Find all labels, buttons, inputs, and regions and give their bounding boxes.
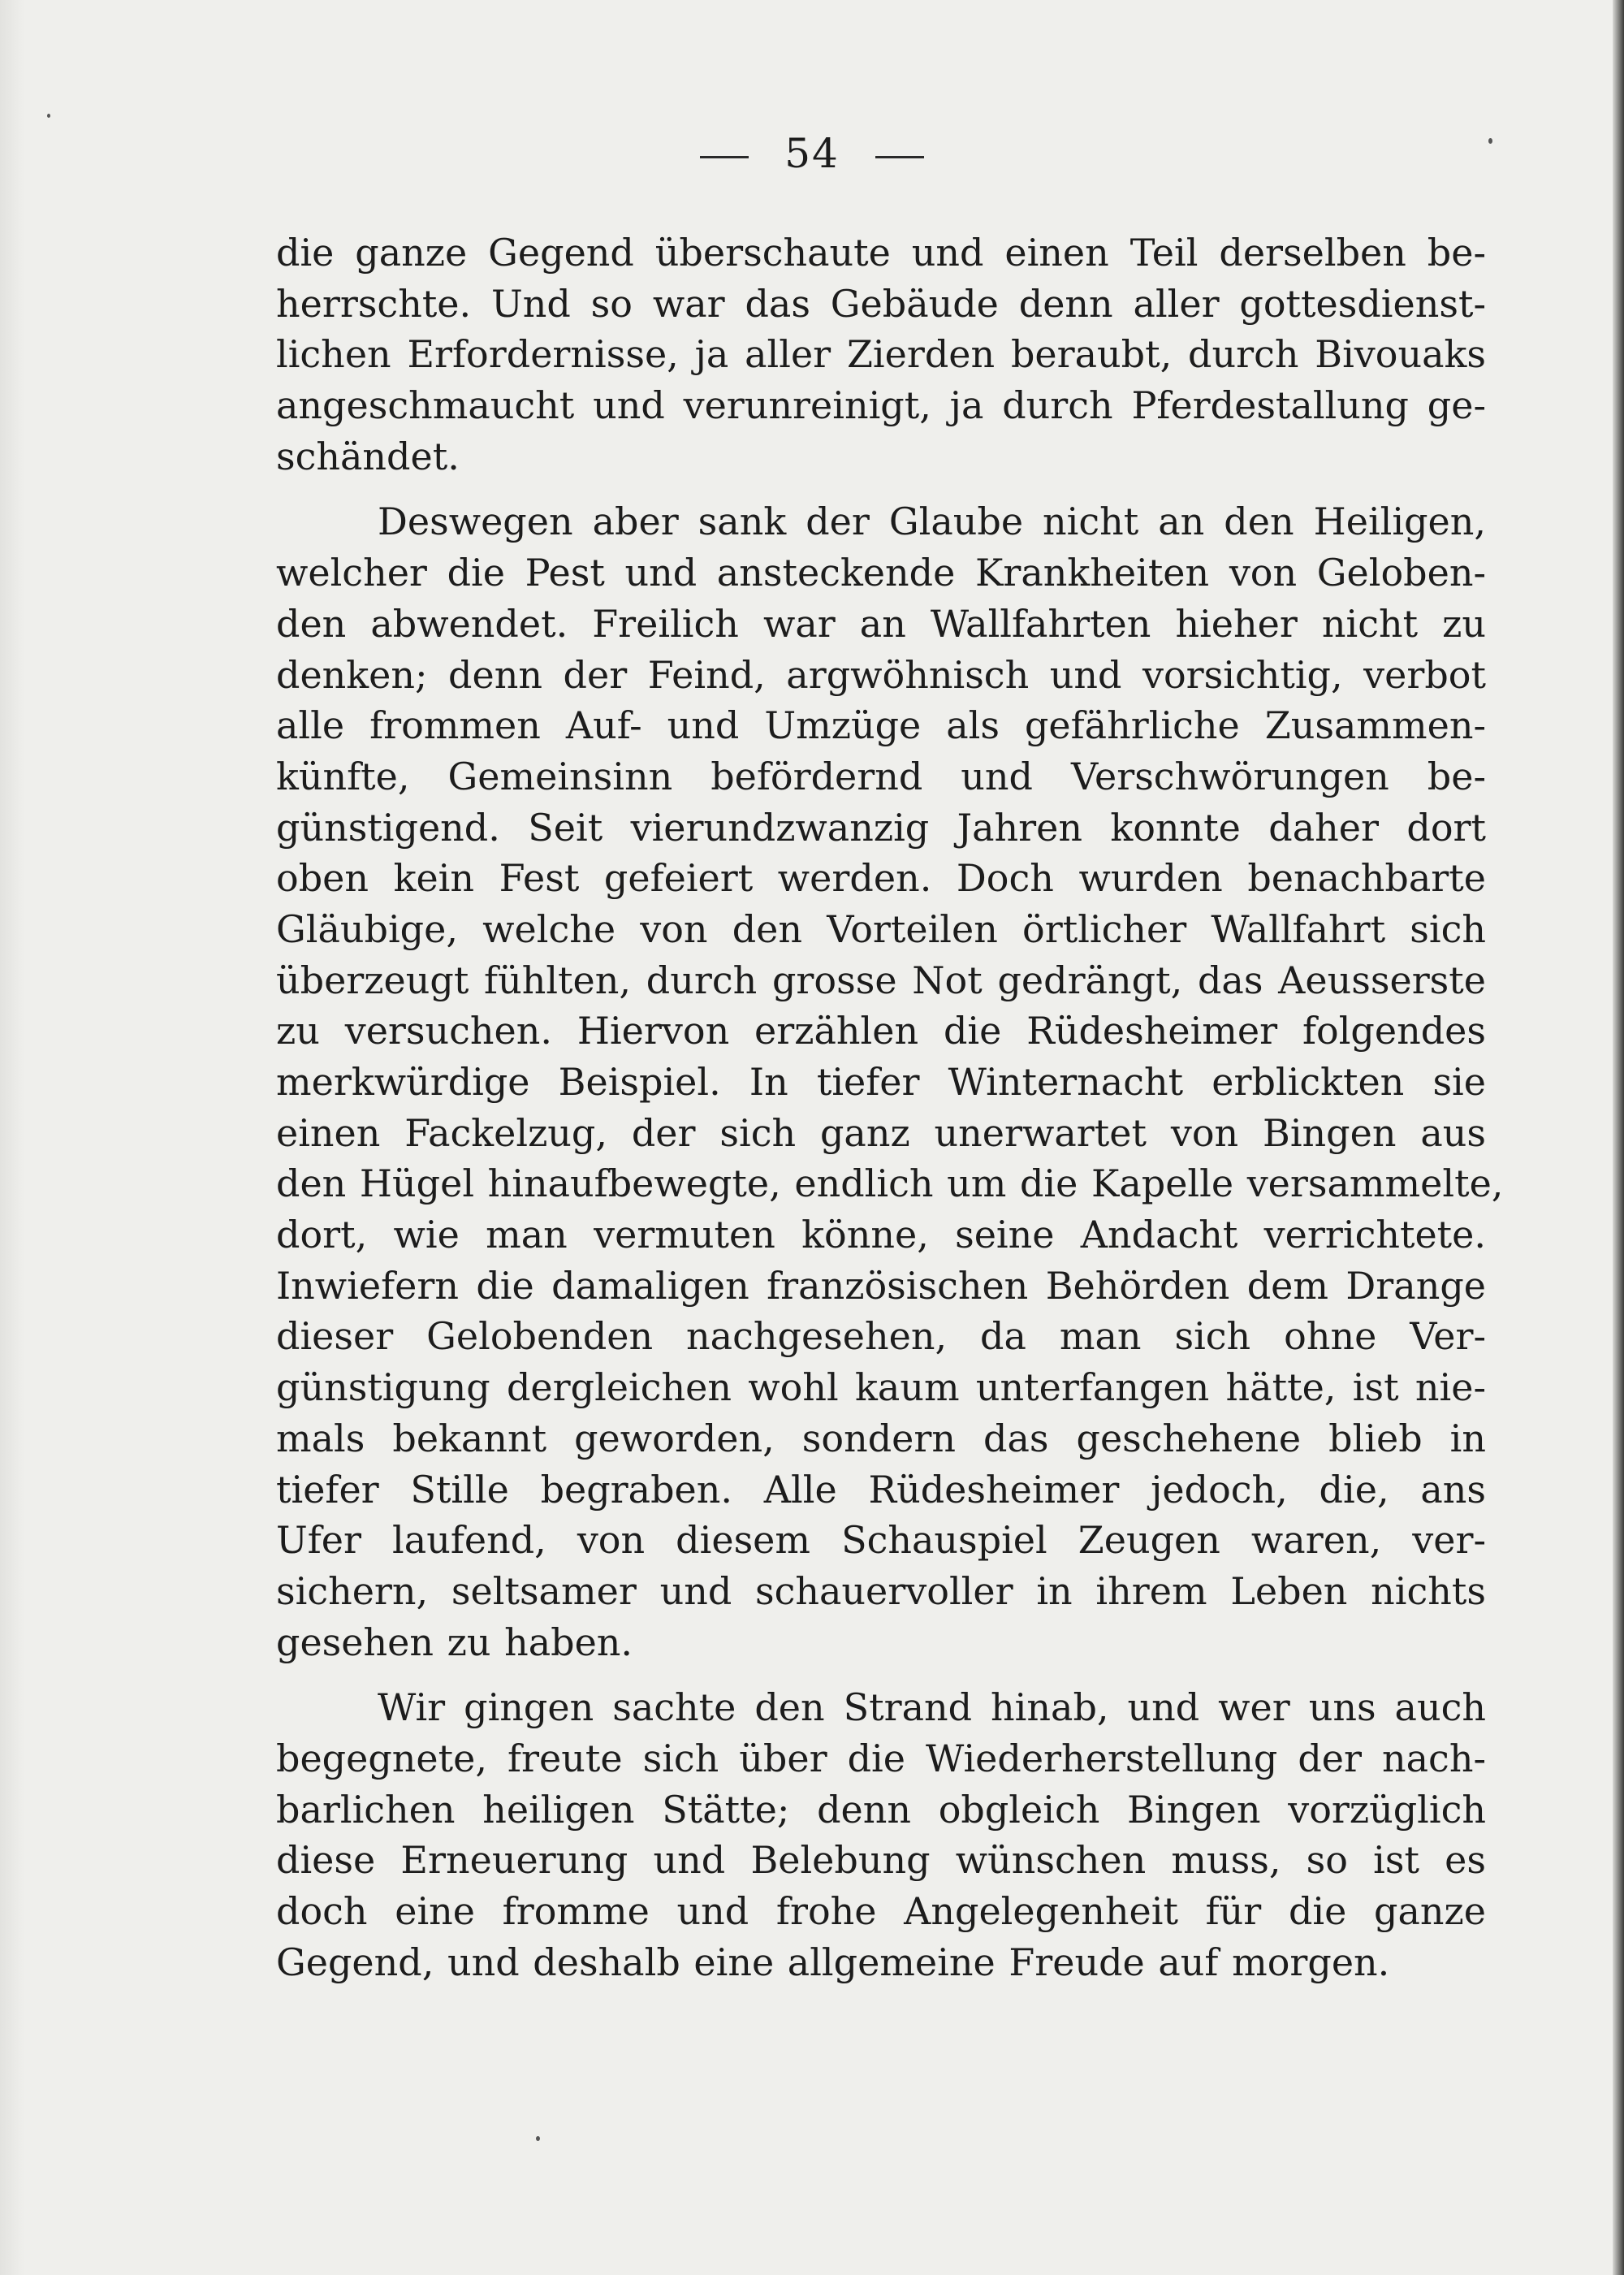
text-line: überzeugt fühlten, durch grosse Not gedrängt, das Aeusserste <box>276 958 1486 1002</box>
paragraph-3 <box>276 1682 1486 1987</box>
text-line: tiefer Stille begraben. Alle Rüdesheimer jedoch, die, ans <box>276 1467 1486 1512</box>
text-line: künfte, Gemeinsinn befördernd und Verschwörungen be- <box>276 754 1486 798</box>
text-line: merkwürdige Beispiel. In tiefer Winternacht erblickten sie <box>276 1060 1486 1104</box>
text-line: günstigend. Seit vierundzwanzig Jahren konnte daher dort <box>276 805 1486 850</box>
page-left-shadow <box>0 0 24 2275</box>
text-line: gesehen zu haben. <box>276 1620 633 1664</box>
paper-speck <box>536 2136 540 2141</box>
text-line: günstigung dergleichen wohl kaum unterfangen hätte, ist nie- <box>276 1365 1486 1410</box>
text-line: Wir gingen sachte den Strand hinab, und wer uns auch <box>378 1685 1486 1730</box>
text-line: diese Erneuerung und Belebung wünschen muss, so ist es <box>276 1838 1486 1883</box>
paper-speck <box>47 114 50 118</box>
text-line: den abwendet. Freilich war an Wallfahrten hieher nicht zu <box>276 601 1486 646</box>
header-dash-left <box>700 156 749 158</box>
page-number-header <box>0 130 1624 177</box>
text-line: dort, wie man vermuten könne, seine Andacht verrichtete. <box>276 1213 1486 1257</box>
text-line: alle frommen Auf- und Umzüge als gefährliche Zusammen- <box>276 703 1486 748</box>
text-line: herrschte. Und so war das Gebäude denn aller gottesdienst- <box>276 281 1486 326</box>
text-line: Gegend, und deshalb eine allgemeine Freude auf morgen. <box>276 1940 1390 1984</box>
text-line: den Hügel hinaufbewegte, endlich um die Kapelle versammelte, <box>276 1161 1504 1206</box>
text-line: barlichen heiligen Stätte; denn obgleich Bingen vorzüglich <box>276 1787 1486 1832</box>
text-line: einen Fackelzug, der sich ganz unerwartet von Bingen aus <box>276 1110 1486 1155</box>
text-line: angeschmaucht und verunreinigt, ja durch Pferdestallung ge- <box>276 383 1486 428</box>
text-line: oben kein Fest gefeiert werden. Doch wurden benachbarte <box>276 856 1486 901</box>
text-line: die ganze Gegend überschaute und einen Teil derselben be- <box>276 231 1486 275</box>
text-line: Ufer laufend, von diesem Schauspiel Zeugen waren, ver- <box>276 1518 1486 1563</box>
text-line: denken; denn der Feind, argwöhnisch und vorsichtig, verbot <box>276 652 1486 697</box>
text-line: lichen Erfordernisse, ja aller Zierden beraubt, durch Bivouaks <box>276 332 1486 377</box>
text-line: Deswegen aber sank der Glaube nicht an den Heiligen, <box>378 500 1486 544</box>
text-line: Gläubige, welche von den Vorteilen örtlicher Wallfahrt sich <box>276 906 1486 951</box>
text-line: Inwiefern die damaligen französischen Behörden dem Drange <box>276 1263 1486 1308</box>
text-line: schändet. <box>276 434 460 478</box>
text-line: dieser Gelobenden nachgesehen, da man sich ohne Ver- <box>276 1314 1486 1359</box>
text-line: zu versuchen. Hiervon erzählen die Rüdesheimer folgendes <box>276 1009 1486 1053</box>
text-line: mals bekannt geworden, sondern das geschehene blieb in <box>276 1416 1486 1460</box>
text-line: begegnete, freute sich über die Wiederherstellung der nach- <box>276 1736 1486 1780</box>
page-right-edge <box>1613 0 1624 2275</box>
paper-speck <box>1488 138 1492 144</box>
paragraph-1 <box>276 227 1486 482</box>
text-line: sichern, seltsamer und schauervoller in ihrem Leben nichts <box>276 1568 1486 1613</box>
text-line: welcher die Pest und ansteckende Krankheiten von Geloben- <box>276 551 1486 595</box>
paragraph-2 <box>276 496 1504 1667</box>
page-number: 54 <box>784 130 840 177</box>
header-dash-right <box>875 156 924 158</box>
text-line: doch eine fromme und frohe Angelegenheit für die ganze <box>276 1889 1486 1933</box>
body-text <box>276 227 1504 2002</box>
